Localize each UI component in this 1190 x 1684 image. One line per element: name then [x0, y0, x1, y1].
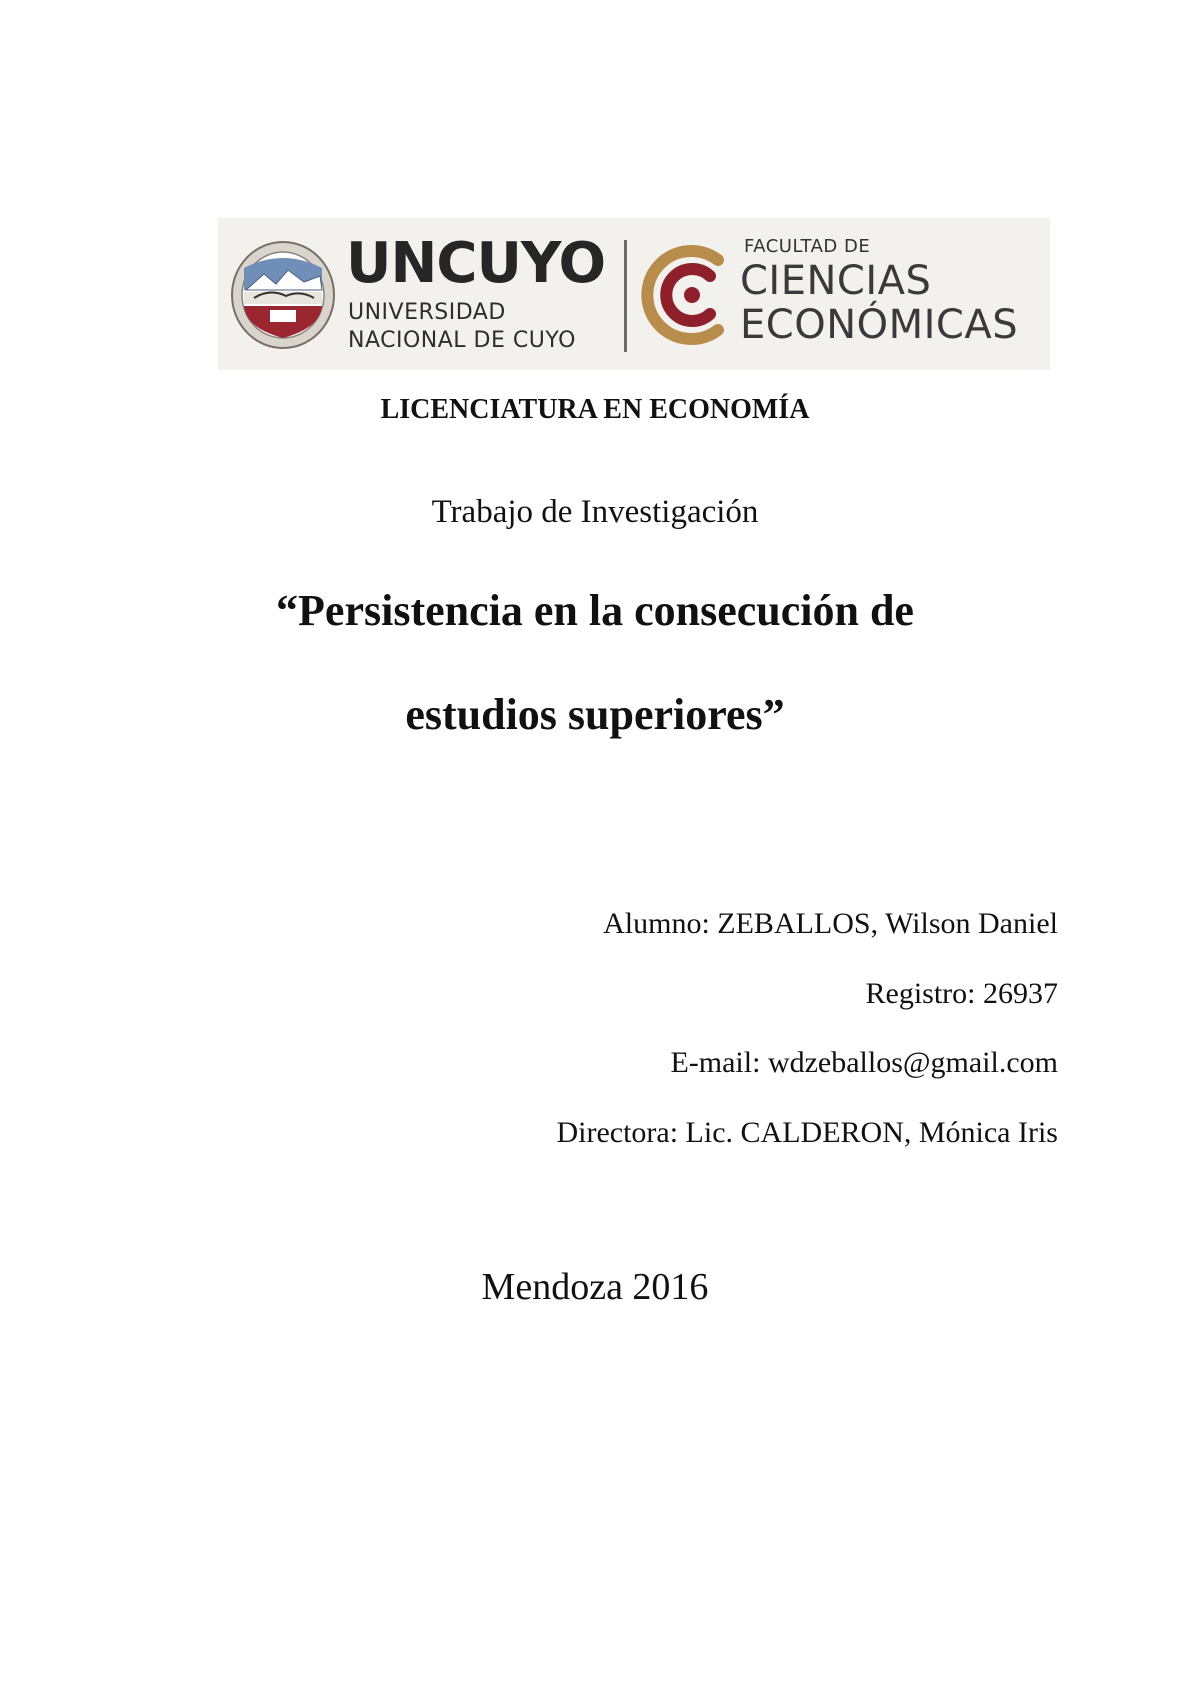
university-seal-icon: [230, 240, 336, 350]
thesis-title-line1: “Persistencia en la consecución de: [276, 586, 914, 635]
faculty-logo-text: [740, 236, 1046, 366]
logo-divider: [624, 240, 627, 352]
student-registry: Registro: 26937: [865, 977, 1058, 1010]
university-acronym: UNCUYO: [346, 231, 606, 296]
place-date: Mendoza 2016: [481, 1266, 709, 1308]
university-name-line2: NACIONAL DE CUYO: [348, 328, 576, 353]
thesis-title-line2: estudios superiores”: [405, 690, 785, 739]
student-email: E-mail: wdzeballos@gmail.com: [670, 1046, 1058, 1079]
university-name-line1: UNIVERSIDAD: [348, 300, 506, 325]
faculty-emblem-icon: [640, 242, 734, 348]
student-name: Alumno: ZEBALLOS, Wilson Daniel: [603, 907, 1058, 940]
institution-logos: [218, 218, 1050, 370]
work-type: Trabajo de Investigación: [431, 494, 759, 530]
faculty-name-line2: ECONÓMICAS: [740, 302, 1019, 348]
university-logo-text: [346, 232, 616, 362]
career-heading: LICENCIATURA EN ECONOMÍA: [380, 394, 810, 425]
faculty-name-line1: CIENCIAS: [740, 258, 932, 304]
thesis-director: Directora: Lic. CALDERON, Mónica Iris: [556, 1116, 1058, 1149]
faculty-prefix: FACULTAD DE: [744, 236, 871, 257]
